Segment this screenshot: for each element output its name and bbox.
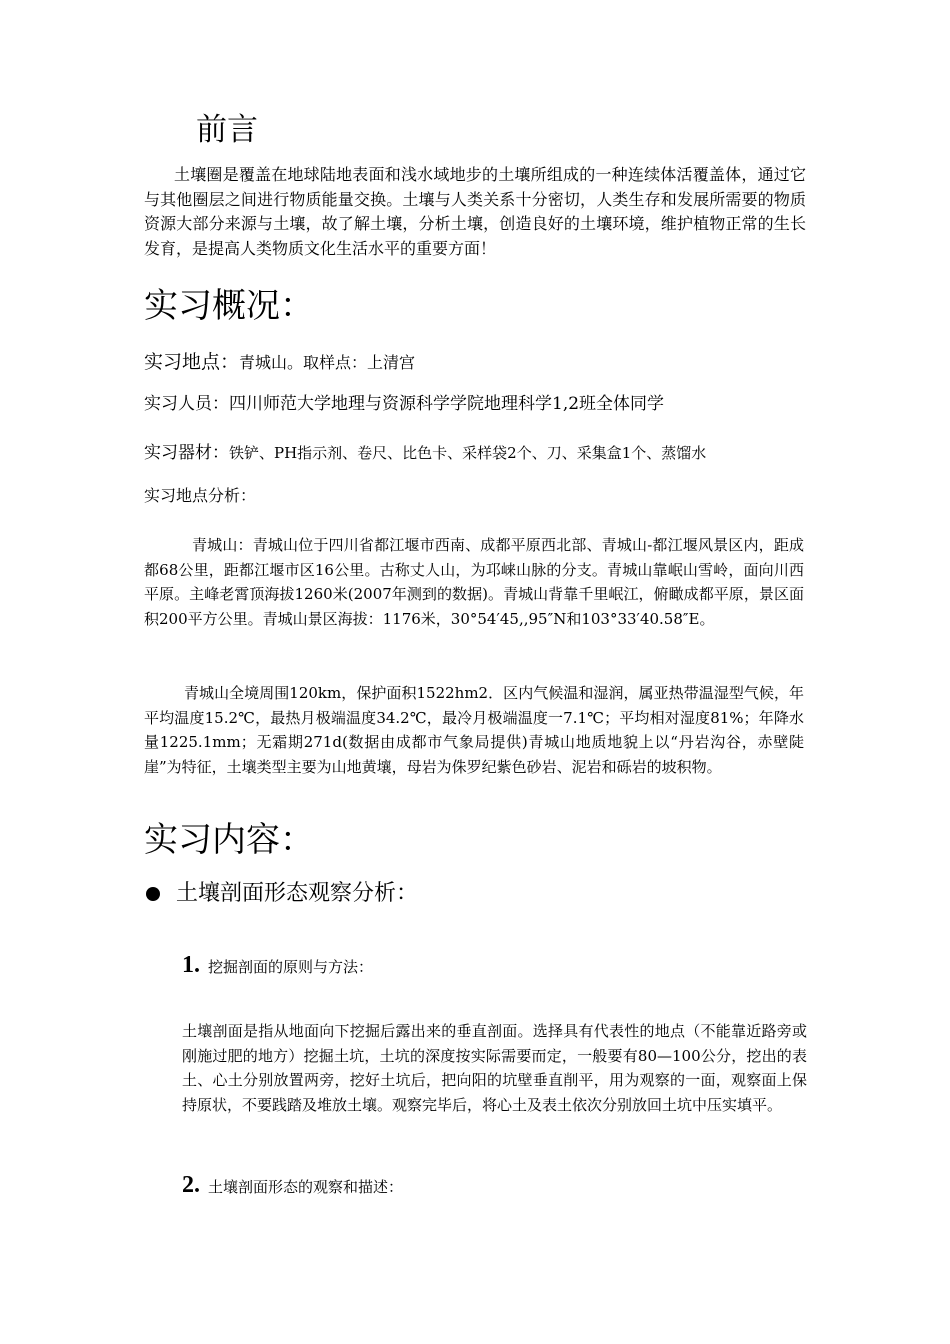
people-label: 实习人员： [144,394,229,414]
preface-title: 前言 [196,112,258,148]
analysis-paragraph-2: 青城山全境周围120km，保护面积1522hm2．区内气候温和湿润，属亚热带温湿型气候，年平均温度15.2℃，最热月极端温度34.2℃，最冷月极端温度一7.1℃；平均相对湿度81%；年降水量1225.1mm；无霜期271d(数据由成都市气象局提供)青城山地质地貌上以“丹岩沟谷，赤壁陡崖”为特征，土壤类型主要为山地黄壤，母岩为侏罗纪紫色砂岩、泥岩和砾岩的坡积物。 [144,684,804,776]
location-line [144,347,415,374]
equipment-line [144,438,706,463]
analysis-label: 实习地点分析： [144,486,257,505]
step-2-heading [182,1172,403,1199]
step-2-number: 2. [182,1172,200,1198]
equipment-value: 铁铲、PH指示剂、卷尺、比色卡、采样袋2个、刀、采集盒1个、蒸馏水 [229,444,707,462]
analysis-paragraph-1: 青城山：青城山位于四川省都江堰市西南、成都平原西北部、青城山-都江堰风景区内，距成都68公里，距都江堰市区16公里。古称丈人山，为邛崃山脉的分支。青城山靠岷山雪岭，面向川西平原。主峰老霄顶海拔1260米(2007年测到的数据)。青城山背靠千里岷江，俯瞰成都平原，景区面积200平方公里。青城山景区海拔：1176米，30°54′45,,95″N和103°33′40.58″E。 [144,536,804,628]
bullet-icon [146,887,160,901]
people-value: 四川师范大学地理与资源科学学院地理科学1,2班全体同学 [229,394,665,414]
overview-title: 实习概况： [144,286,314,326]
content-title: 实习内容： [144,820,314,860]
preface-paragraph: 土壤圈是覆盖在地球陆地表面和浅水域地步的土壤所组成的一种连续体活覆盖体，通过它与其他圈层之间进行物质能量交换。土壤与人类关系十分密切，人类生存和发展所需要的物质资源大部分来源与土壤，故了解土壤，分析土壤，创造良好的土壤环境，维护植物正常的生长发育，是提高人类物质文化生活水平的重要方面！ [144,165,806,258]
step-1-paragraph: 土壤剖面是指从地面向下挖掘后露出来的垂直剖面。选择具有代表性的地点（不能靠近路旁或刚施过肥的地方）挖掘土坑，土坑的深度按实际需要而定，一般要有80—100公分，挖出的表土、心土分别放置两旁，挖好土坑后，把向阳的坑壁垂直削平，用为观察的一面，观察面上保持原状，不要践踏及堆放土壤。观察完毕后，将心土及表土依次分别放回土坑中压实填平。 [182,1022,807,1114]
step-1-label: 挖掘剖面的原则与方法： [208,958,374,976]
step-1-heading [182,952,373,979]
step-2-label: 土壤剖面形态的观察和描述： [208,1178,404,1196]
step-1-number: 1. [182,952,200,978]
bullet-text: 土壤剖面形态观察分析： [176,881,419,906]
location-value: 青城山。取样点：上清宫 [239,353,416,372]
bullet-item [146,876,418,907]
equipment-label: 实习器材： [144,443,229,463]
location-label: 实习地点： [144,351,240,373]
people-line [144,389,664,414]
